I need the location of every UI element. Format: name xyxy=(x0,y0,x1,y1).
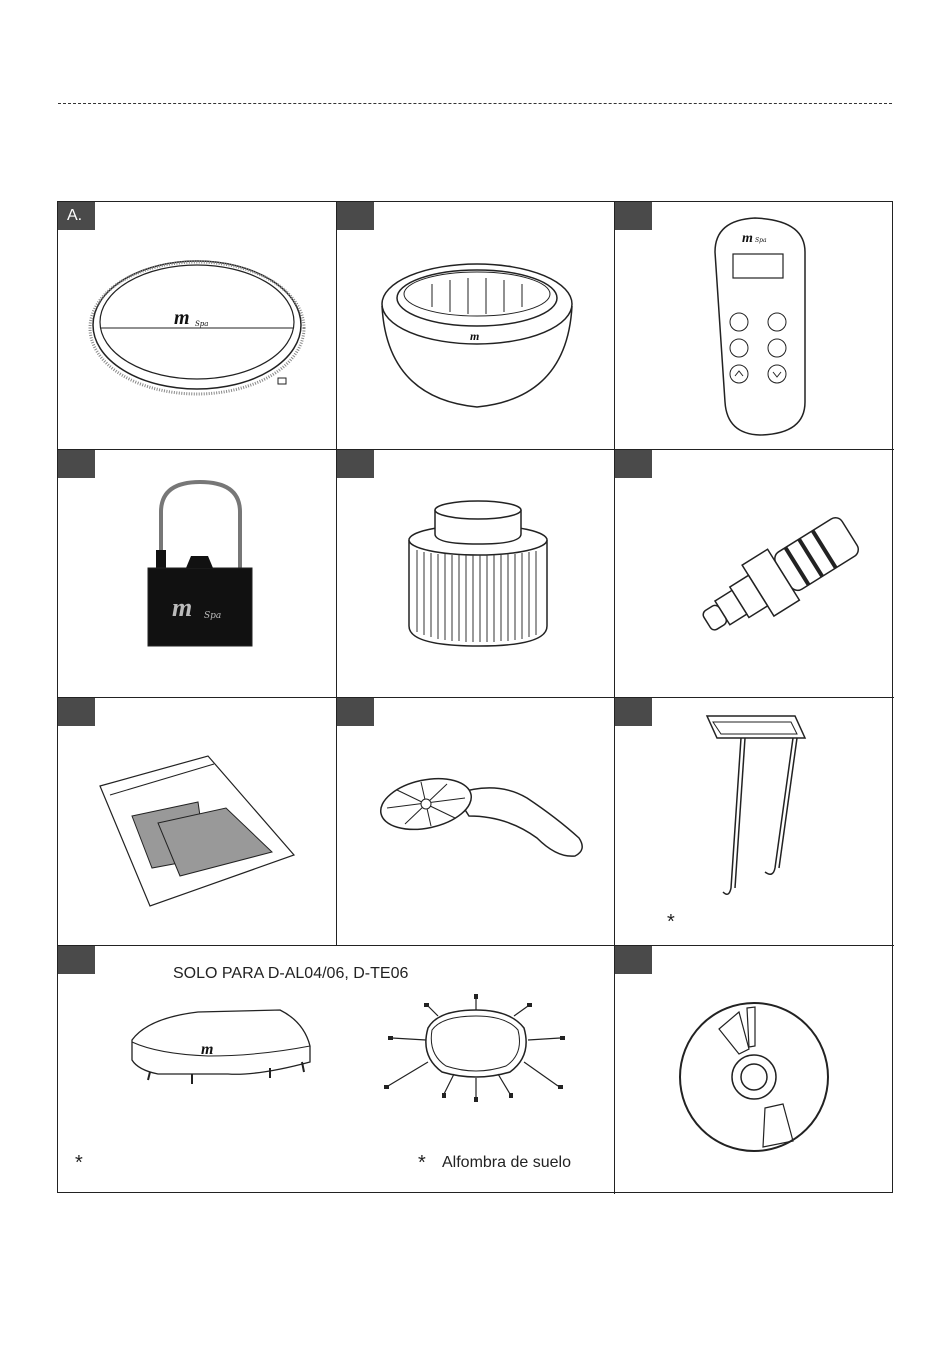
repair-patch-icon xyxy=(58,698,337,946)
svg-text:m: m xyxy=(742,231,753,246)
filter-holder-icon xyxy=(615,698,894,946)
cd-disc-icon xyxy=(615,946,894,1194)
svg-text:m: m xyxy=(174,307,190,329)
svg-text:Spa: Spa xyxy=(204,611,222,621)
cell-brush xyxy=(337,698,615,946)
pump-bag-icon xyxy=(58,450,337,698)
dashed-divider xyxy=(58,103,892,104)
contents-grid xyxy=(57,201,893,1193)
cleaning-brush-icon xyxy=(337,698,615,946)
cell-spa-cover xyxy=(58,202,337,450)
hose-adapter-icon xyxy=(615,450,894,698)
cell-cd xyxy=(615,946,894,1194)
svg-text:m: m xyxy=(201,1041,214,1058)
spa-cover-icon xyxy=(58,202,337,450)
cell-filter xyxy=(337,450,615,698)
model-restriction-note: SOLO PARA D-AL04/06, D-TE06 xyxy=(173,965,409,982)
cell-pump xyxy=(58,450,337,698)
item-label-tag: A. xyxy=(58,202,95,230)
svg-text:m: m xyxy=(172,593,193,622)
cell-repair-patch xyxy=(58,698,337,946)
cell-adapter xyxy=(615,450,894,698)
cell-floor-accessories xyxy=(58,946,615,1194)
svg-text:Spa: Spa xyxy=(755,237,767,244)
svg-text:m: m xyxy=(470,329,480,343)
optional-asterisk: * xyxy=(75,1152,83,1174)
remote-control-icon xyxy=(615,202,894,450)
filter-cartridge-icon xyxy=(337,450,615,698)
floor-mat-caption: Alfombra de suelo xyxy=(442,1154,571,1171)
inflatable-tub-icon xyxy=(337,202,615,450)
svg-text:Spa: Spa xyxy=(195,320,209,328)
cell-remote xyxy=(615,202,894,450)
cell-tub xyxy=(337,202,615,450)
cell-filter-holder xyxy=(615,698,894,946)
optional-asterisk: * xyxy=(418,1152,426,1174)
optional-asterisk: * xyxy=(667,911,675,933)
